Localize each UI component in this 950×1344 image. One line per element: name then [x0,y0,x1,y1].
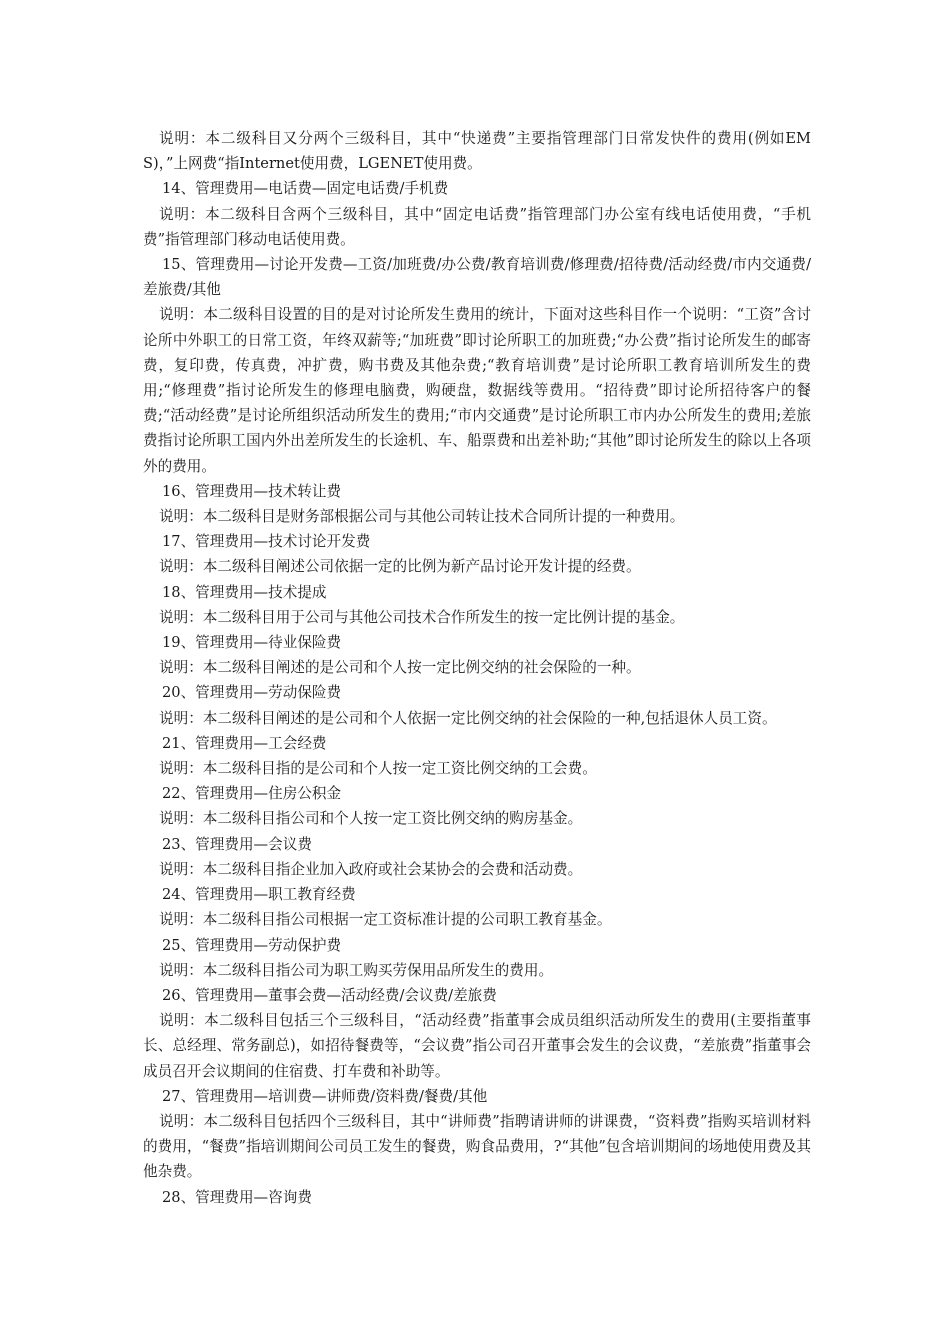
section-heading: 28、管理费用—咨询费 [162,1188,312,1206]
section-heading: 24、管理费用—职工教育经费 [162,886,356,904]
paragraph: 说明：本二级科目用于公司与其他公司技术合作所发生的按一定比例计提的基金。 [159,608,685,626]
section-heading: 27、管理费用—培训费—讲师费/资料费/餐费/其他 [162,1087,488,1105]
section-heading: 26、管理费用—董事会费—活动经费/会议费/差旅费 [162,986,497,1004]
paragraph: 说明：本二级科目指的是公司和个人按一定工资比例交纳的工会费。 [159,760,597,778]
paragraph: 说明：本二级科目又分两个三级科目，其中“快递费”主要指管理部门日常发快件的费用(例如EMS)，”上网费“指Internet使用费，LGENET使用费。 [143,130,811,173]
section-heading: 16、管理费用—技术转让费 [162,482,342,500]
paragraph: 说明：本二级科目指公司和个人按一定工资比例交纳的购房基金。 [159,810,583,828]
section-heading: 17、管理费用—技术讨论开发费 [162,533,371,551]
paragraph: 说明：本二级科目含两个三级科目，其中“固定电话费”指管理部门办公室有线电话使用费，“手机费”指管理部门移动电话使用费。 [143,205,811,248]
section-heading: 19、管理费用—待业保险费 [162,634,342,652]
paragraph: 说明：本二级科目指企业加入政府或社会某协会的会费和活动费。 [159,860,583,878]
section-heading: 14、管理费用—电话费—固定电话费/手机费 [162,180,449,198]
document-body [143,126,811,1210]
paragraph: 说明：本二级科目设置的目的是对讨论所发生费用的统计，下面对这些科目作一个说明：“工资”含讨论所中外职工的日常工资，年终双薪等;“加班费”即讨论所职工的加班费;“办公费”指讨论所发生的邮寄费，复印费，传真费，冲扩费，购书费及其他杂费;“教育培训费”是讨论所职工教育培训所发生的费用;“修理费”指讨论所发生的修理电脑费，购硬盘，数据线等费用。“招待费”即讨论所招待客户的餐费;“活动经费”是讨论所组织活动所发生的费用;“市内交通费”是讨论所职工市内办公所发生的费用;差旅费指讨论所职工国内外出差所发生的长途机、车、船票费和出差补助;“其他”即讨论所发生的除以上各项外的费用。 [143,306,811,475]
paragraph: 说明：本二级科目是财务部根据公司与其他公司转让技术合同所计提的一种费用。 [159,508,685,526]
paragraph: 说明：本二级科目阐述的是公司和个人依据一定比例交纳的社会保险的一种,包括退休人员工资。 [159,709,777,727]
paragraph: 说明：本二级科目指公司根据一定工资标准计提的公司职工教育基金。 [159,911,612,929]
paragraph: 说明：本二级科目包括四个三级科目，其中“讲师费”指聘请讲师的讲课费，“资料费”指购买培训材料的费用，“餐费”指培训期间公司员工发生的餐费，购食品费用，?“其他”包含培训期间的场地使用费及其他杂费。 [143,1112,811,1181]
section-heading: 21、管理费用—工会经费 [162,734,327,752]
paragraph: 说明：本二级科目包括三个三级科目，“活动经费”指董事会成员组织活动所发生的费用(主要指董事长、总经理、常务副总)，如招待餐费等，“会议费”指公司召开董事会发生的会议费，“差旅费”指董事会成员召开会议期间的住宿费、打车费和补助等。 [143,1012,811,1080]
section-heading: 15、管理费用—讨论开发费—工资/加班费/办公费/教育培训费/修理费/招待费/活动经费/市内交通费/差旅费/其他 [143,256,811,299]
section-heading: 20、管理费用—劳动保险费 [162,684,342,702]
section-heading: 22、管理费用—住房公积金 [162,785,342,803]
paragraph: 说明：本二级科目阐述公司依据一定的比例为新产品讨论开发计提的经费。 [159,558,641,576]
paragraph: 说明：本二级科目指公司为职工购买劳保用品所发生的费用。 [159,961,554,979]
paragraph: 说明：本二级科目阐述的是公司和个人按一定比例交纳的社会保险的一种。 [159,659,641,677]
section-heading: 18、管理费用—技术提成 [162,583,327,601]
section-heading: 25、管理费用—劳动保护费 [162,936,342,954]
section-heading: 23、管理费用—会议费 [162,835,312,853]
